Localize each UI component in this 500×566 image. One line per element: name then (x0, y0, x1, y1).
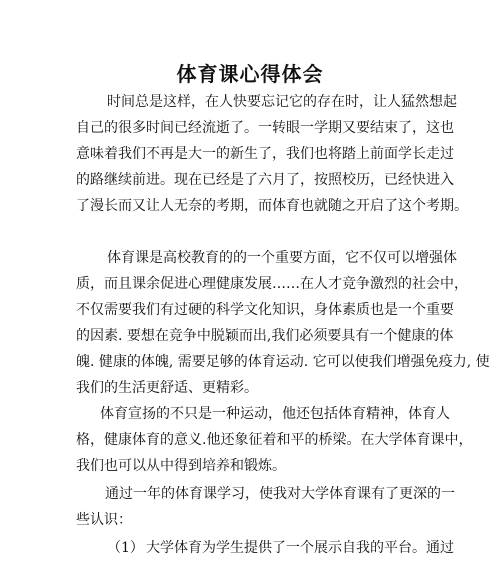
paragraph-2-line-1: 体育课是高校教育的的一个重要方面，它不仅可以增强体 (107, 250, 457, 266)
paragraph-1-line-1: 时间总是这样，在人快要忘记它的存在时，让人猛然想起 (107, 94, 457, 110)
paragraph-2-line-4: 的因素. 要想在竞争中脱颖而出,我们必须要具有一个健康的体 (76, 328, 454, 344)
list-item-number: （1） (107, 540, 144, 556)
paragraph-2-line-3: 不仅需要我们有过硬的科学文化知识，身体素质也是一个重要 (76, 302, 454, 318)
paragraph-1-line-5: 了漫长而又让人无奈的考期，而体育也就随之开启了这个考期。 (76, 198, 468, 214)
paragraph-3-line-1: 体育宣扬的不只是一种运动，他还包括体育精神，体育人 (100, 406, 450, 422)
paragraph-4-line-1: 通过一年的体育课学习，使我对大学体育课有了更深的一 (105, 486, 455, 502)
paragraph-1-line-2: 自己的很多时间已经流逝了。一转眼一学期又要结束了，这也 (76, 120, 454, 136)
paragraph-2-line-5: 魄. 健康的体魄, 需要足够的体育运动. 它可以使我们增强免疫力, 使 (76, 354, 490, 370)
document-title: 体育课心得体会 (176, 62, 324, 86)
paragraph-3-line-2: 格，健康体育的意义.他还象征着和平的桥梁。在大学体育课中， (76, 432, 473, 448)
paragraph-4-line-2: 些认识： (76, 512, 132, 528)
paragraph-1-line-4: 的路继续前进。现在已经是了六月了，按照校历，已经快进入 (76, 172, 454, 188)
list-item-text: 大学体育为学生提供了一个展示自我的平台。通过 (146, 540, 454, 556)
paragraph-3-line-3: 我们也可以从中得到培养和锻炼。 (76, 458, 286, 474)
paragraph-2-line-6: 我们的生活更舒适、更精彩。 (76, 380, 258, 396)
paragraph-2-line-2: 质，而且课余促进心理健康发展……在人才竞争激烈的社会中， (76, 276, 468, 292)
paragraph-1-line-3: 意味着我们不再是大一的新生了，我们也将踏上前面学长走过 (76, 146, 454, 162)
